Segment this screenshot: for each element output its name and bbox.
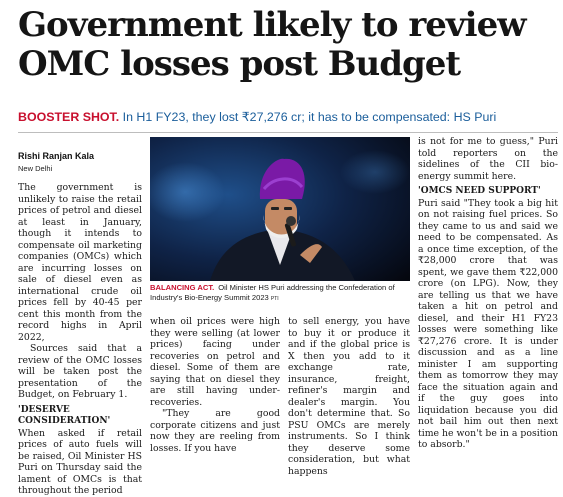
headline xyxy=(18,6,558,84)
divider xyxy=(18,132,558,133)
kicker: BOOSTER SHOT. xyxy=(18,110,120,124)
dek: In H1 FY23, they lost ₹27,276 cr; it has to be compensated: HS Puri xyxy=(122,110,497,124)
paragraph: Puri said "They took a big hit on not raising fuel prices. So they came to us and said we need to be compensated. As a once time exception, of the ₹28,000 crore that was spent, we gave them ₹22,000 crore (on LPG). Now, they are telling us that we have taken a hit on petrol and diesel, and their H1 FY23 losses were something like ₹27,276 crore. It is under discussion and as a line minister I am supporting them as tomorrow they may face the situation again and if the guy goes into liquidation because you did not bail him out then next time he won't be in a position to absorb." xyxy=(418,197,558,450)
photo-credit: PTI xyxy=(270,296,279,302)
paragraph: Sources said that a review of the OMC losses will be taken post the presentation of the Budget, on February 1. xyxy=(18,343,142,400)
paragraph: "They are good corporate citizens and just now they are reeling from losses. If you have xyxy=(150,408,280,454)
dateline: New Delhi xyxy=(18,164,53,173)
paragraph: When asked if retail prices of auto fuels will be raised, Oil Minister HS Puri on Thursday said the lament of OMCs is that throughout the period xyxy=(18,427,142,496)
caption-kicker: BALANCING ACT. xyxy=(150,283,215,292)
photo-caption xyxy=(150,283,412,304)
byline: Rishi Ranjan Kala xyxy=(18,151,95,161)
paragraph: The government is unlikely to raise the retail prices of petrol and diesel at least in January, though it intends to compensate oil marketing companies (OMCs) which are incurring losses on sale of diesel even as international crude oil prices fell by 40-45 per cent this month from the record highs in April 2022, xyxy=(18,182,142,343)
column-1 xyxy=(18,182,142,497)
column-4 xyxy=(418,136,558,451)
section-heading: 'DESERVE CONSIDERATION' xyxy=(18,404,111,426)
paragraph: when oil prices were high they were selling (at lower prices) facing under recoveries on petrol and diesel. Some of them are saying that on diesel they are still having under-recoveries. xyxy=(150,316,280,408)
paragraph: is not for me to guess," Puri told reporters on the sidelines of the CII bio-energy summit here. xyxy=(418,136,558,182)
column-2 xyxy=(150,316,280,454)
headline-line-1: Government likely to review xyxy=(18,5,526,45)
subheadline xyxy=(18,109,558,125)
news-photo xyxy=(150,137,410,281)
headline-line-2: OMC losses post Budget xyxy=(18,44,461,84)
photo-illustration xyxy=(150,137,410,281)
section-heading: 'OMCS NEED SUPPORT' xyxy=(418,186,541,196)
caption-text: Oil Minister HS Puri addressing the Confederation of Industry's Bio-Energy Summit 2023 xyxy=(150,283,395,302)
column-3 xyxy=(288,316,410,477)
paragraph: to sell energy, you have to buy it or produce it and if the global price is X then you add to it exchange rate, insurance, freight, refiner's margin and dealer's margin. You don't determine that. So PSU OMCs are merely instruments. So I think they deserve some consideration, but what happens xyxy=(288,316,410,477)
